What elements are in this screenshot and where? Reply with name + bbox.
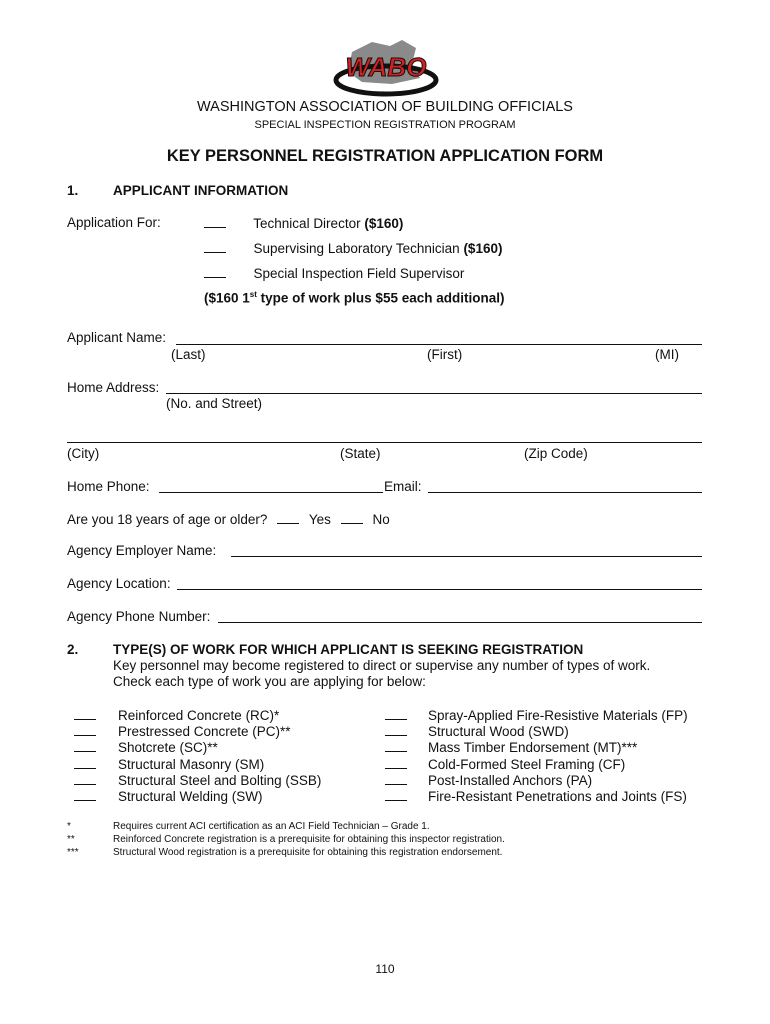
- age-yes-blank[interactable]: [277, 511, 299, 524]
- section2-title: TYPE(S) OF WORK FOR WHICH APPLICANT IS SEEKING REGISTRATION: [113, 642, 584, 657]
- home-phone-label: Home Phone:: [67, 479, 150, 494]
- street-hint: (No. and Street): [166, 396, 263, 411]
- checkbox-blank[interactable]: [204, 215, 226, 228]
- work-type-sm[interactable]: Structural Masonry (SM): [74, 756, 264, 772]
- checkbox-blank[interactable]: [385, 739, 407, 752]
- work-type-pa[interactable]: Post-Installed Anchors (PA): [385, 772, 592, 788]
- fee-note: ($160 1st type of work plus $55 each additional): [204, 290, 505, 306]
- agency-location-label: Agency Location:: [67, 576, 171, 591]
- footnote-text: Reinforced Concrete registration is a prerequisite for obtaining this inspector registration.: [113, 834, 505, 845]
- email-field[interactable]: [428, 492, 702, 493]
- zip-hint: (Zip Code): [524, 446, 588, 461]
- footnote-mark: **: [67, 834, 75, 845]
- home-address-field[interactable]: [166, 393, 702, 394]
- applicant-name-label: Applicant Name:: [67, 330, 167, 345]
- checkbox-blank[interactable]: [385, 707, 407, 720]
- wabo-logo: [332, 34, 440, 104]
- form-title: KEY PERSONNEL REGISTRATION APPLICATION FORM: [166, 147, 604, 165]
- checkbox-blank[interactable]: [74, 723, 96, 736]
- checkbox-blank[interactable]: [385, 756, 407, 769]
- svg-text:WABO: WABO: [345, 52, 427, 82]
- age-question: Are you 18 years of age or older? Yes No: [67, 512, 390, 527]
- name-last-hint: (Last): [171, 347, 206, 362]
- work-type-fs[interactable]: Fire-Resistant Penetrations and Joints (FS): [385, 788, 687, 804]
- work-type-pc[interactable]: Prestressed Concrete (PC)**: [74, 723, 291, 739]
- name-mi-hint: (MI): [655, 347, 679, 362]
- footnote-text: Structural Wood registration is a prerequisite for obtaining this registration endorsement.: [113, 847, 503, 858]
- work-type-sw[interactable]: Structural Welding (SW): [74, 788, 263, 804]
- section2-desc2: Check each type of work you are applying for below:: [113, 674, 426, 689]
- checkbox-blank[interactable]: [74, 739, 96, 752]
- employer-field[interactable]: [231, 556, 702, 557]
- checkbox-blank[interactable]: [385, 788, 407, 801]
- work-type-rc[interactable]: Reinforced Concrete (RC)*: [74, 707, 279, 723]
- checkbox-blank[interactable]: [204, 265, 226, 278]
- section2-desc1: Key personnel may become registered to direct or supervise any number of types of work.: [113, 658, 651, 673]
- name-first-hint: (First): [427, 347, 463, 362]
- work-type-fp[interactable]: Spray-Applied Fire-Resistive Materials (FP): [385, 707, 688, 723]
- checkbox-blank[interactable]: [385, 772, 407, 785]
- city-hint: (City): [67, 446, 100, 461]
- city-state-zip-field[interactable]: [67, 442, 702, 443]
- checkbox-blank[interactable]: [74, 707, 96, 720]
- option-supervising-lab-tech[interactable]: Supervising Laboratory Technician ($160): [204, 240, 502, 256]
- work-type-cf[interactable]: Cold-Formed Steel Framing (CF): [385, 756, 625, 772]
- program-name: SPECIAL INSPECTION REGISTRATION PROGRAM: [254, 119, 516, 131]
- age-no-blank[interactable]: [341, 511, 363, 524]
- application-for-label: Application For:: [67, 215, 161, 230]
- checkbox-blank[interactable]: [385, 723, 407, 736]
- section2-number: 2.: [67, 642, 79, 657]
- email-label: Email:: [384, 479, 422, 494]
- applicant-name-field[interactable]: [176, 344, 702, 345]
- checkbox-blank[interactable]: [74, 756, 96, 769]
- page-number: 110: [375, 962, 395, 976]
- home-address-label: Home Address:: [67, 380, 160, 395]
- work-type-mt[interactable]: Mass Timber Endorsement (MT)***: [385, 739, 637, 755]
- option-field-supervisor[interactable]: Special Inspection Field Supervisor: [204, 265, 464, 281]
- option-technical-director[interactable]: Technical Director ($160): [204, 215, 403, 231]
- agency-phone-field[interactable]: [218, 622, 702, 623]
- section1-title: APPLICANT INFORMATION: [113, 183, 289, 198]
- checkbox-blank[interactable]: [74, 772, 96, 785]
- work-type-ssb[interactable]: Structural Steel and Bolting (SSB): [74, 772, 321, 788]
- home-phone-field[interactable]: [159, 492, 383, 493]
- checkbox-blank[interactable]: [74, 788, 96, 801]
- checkbox-blank[interactable]: [204, 240, 226, 253]
- employer-label: Agency Employer Name:: [67, 543, 217, 558]
- footnote-mark: *: [67, 821, 71, 832]
- work-type-sc[interactable]: Shotcrete (SC)**: [74, 739, 218, 755]
- work-type-swd[interactable]: Structural Wood (SWD): [385, 723, 569, 739]
- org-name: WASHINGTON ASSOCIATION OF BUILDING OFFICIALS: [197, 99, 573, 115]
- footnote-mark: ***: [67, 847, 79, 858]
- section1-number: 1.: [67, 183, 79, 198]
- agency-location-field[interactable]: [177, 589, 702, 590]
- footnote-text: Requires current ACI certification as an ACI Field Technician – Grade 1.: [113, 821, 430, 832]
- agency-phone-label: Agency Phone Number:: [67, 609, 211, 624]
- state-hint: (State): [340, 446, 381, 461]
